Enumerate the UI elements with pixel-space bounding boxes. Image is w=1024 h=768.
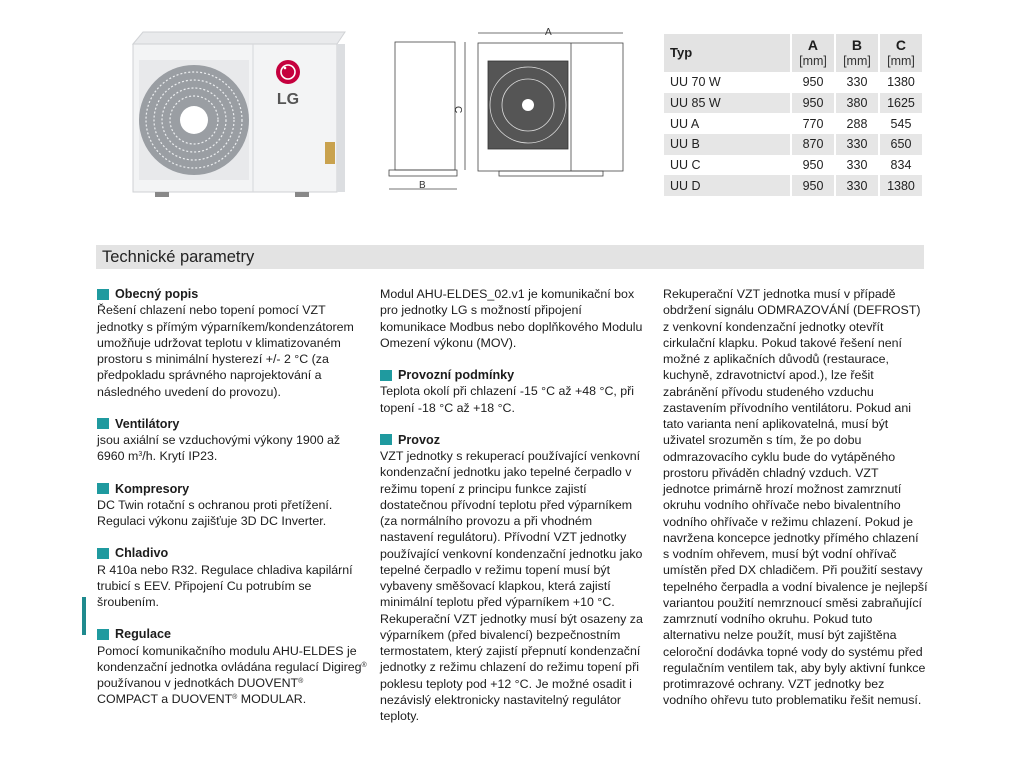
block-heading: Kompresory xyxy=(115,481,190,496)
column-2 xyxy=(380,286,648,740)
header-a: A [mm] xyxy=(790,34,834,72)
block-regulace xyxy=(97,626,367,707)
table-row: UU B 870 330 650 xyxy=(664,134,922,155)
bullet-square-icon xyxy=(97,418,109,429)
table-header xyxy=(664,34,922,72)
block-heading: Provoz xyxy=(398,432,440,447)
fan-grille xyxy=(139,65,249,175)
block-provozni-podminky xyxy=(380,367,648,416)
block-chladivo xyxy=(97,545,367,610)
block-text: Řešení chlazení nebo topení pomocí VZT jednotky s přímým výparníkem/kondenzátorem umožňuje udržovat teplotu v klimatizovaném prostoru s minimální hysterezí +/- 2 °C (za předpokladu správného naprojektování a následného uvedení do provozu). xyxy=(97,303,354,399)
header-type: Typ xyxy=(664,34,790,72)
section-header xyxy=(96,245,924,269)
header-b: B [mm] xyxy=(834,34,878,72)
dimension-table xyxy=(664,34,922,196)
bullet-square-icon xyxy=(97,548,109,559)
block-text: R 410a nebo R32. Regulace chladiva kapilární trubicí s EEV. Připojení Cu potrubím se šroubením. xyxy=(97,562,353,609)
svg-text:LG: LG xyxy=(276,91,300,108)
table-row: UU D 950 330 1380 xyxy=(664,175,922,196)
block-text: jsou axiální se vzduchovými výkony 1900 až 6960 $m^3/h$. Krytí IP23. xyxy=(97,433,341,464)
table-row: UU 85 W 950 380 1625 xyxy=(664,93,922,114)
block-heading: Obecný popis xyxy=(115,287,199,301)
block-text: Teplota okolí při chlazení -15 °C až +48 °C, při topení -18 °C až +18 °C. xyxy=(380,384,635,415)
lg-logo-icon xyxy=(276,60,300,84)
table-row: UU 70 W 950 330 1380 xyxy=(664,72,922,93)
page-edge-marker xyxy=(82,597,86,635)
block-heading: Regulace xyxy=(115,627,171,642)
block-intro xyxy=(380,286,648,351)
block-text: Modul AHU-ELDES_02.v1 je komunikační box pro jednotky LG s možností připojení komunikace Modbus nebo doplňkového Modulu Omezení výkonu (MOV). xyxy=(380,287,643,350)
block-heading: Provozní podmínky xyxy=(398,368,515,382)
block-text: DC Twin rotační s ochranou proti přetížení. Regulaci výkonu zajišťuje 3D DC Inverter. xyxy=(97,497,333,528)
bullet-square-icon xyxy=(380,434,392,445)
block-text: Pomocí komunikačního modulu AHU-ELDES je kondenzační jednotka ovládána regulací Digireg® používanou v jednotkách DUOVENT® COMPACT a DUOVENT® MODULAR. xyxy=(97,643,367,707)
block-ventilatory xyxy=(97,416,367,465)
bullet-square-icon xyxy=(97,629,109,640)
block-obecny-popis xyxy=(97,286,367,400)
dimension-drawing xyxy=(375,24,645,194)
header-c: C [mm] xyxy=(878,34,922,72)
block-text: VZT jednotky s rekuperací používající venkovní kondenzační jednotku jako tepelné čerpadlo v režimu topení z principu funkce zajistí dostatečnou přívodní teplotu před výparníkem (za normálního provozu a při vhodném nastavení regulátoru). Přívodní VZT jednotky používající venkovní kondenzační jednotku jako tepelné čerpadlo v režimu topení musí být vybaveny směšovací klapkou, která zajistí minimální teplotu před výparníkem +10 °C. Rekuperační VZT jednotky musí být osazeny za výparníkem (před bivalencí) bezpečnostním termostatem, který zajistí přepnutí kondenzační jednotky z režimu chlazení do režimu topení při poklesu teploty pod +12 °C. Je možné osadit i nezávislý elektronicky nastavitelný regulátor teploty. xyxy=(380,449,643,723)
block-provoz xyxy=(380,432,648,725)
svg-text:C: C xyxy=(452,106,463,114)
block-text: Rekuperační VZT jednotka musí v případě obdržení signálu ODMRAZOVÁNÍ (DEFROST) z venkovní kondenzační jednotky otevřít cirkulační klapku. Pokud takové řešení není možné z aplikačních důvodů (restaurace, kuchyně, zdravotnictví apod.), lze řešit zabránění přívodu studeného vzduchu zastavením přívodního ventilátoru. Pokud ani tato varianta není aplikovatelná, musí být uživatel srozuměn s tím, že po dobu odmrazovacího cyklu bude do vytápěného prostoru přiváděn chladný vzduch. VZT jednotce primárně hrozí možnost zamrznutí okruhu vodního ohřívače nebo bivalentního vodního ohřívače v režimu chlazení. Pokud je navržena koncepce jednotky přímého chlazení s vodním ohřevem, musí být vodní ohřívač umístěn před DX chladičem. Při použití sestavy tepelného čerpadla a vodní bivalence je nejlepší variantou použití nemrznoucí směsi zabraňující zamrznutí vodního okruhu. Pokud tuto alternativu nelze použít, musí být zajištěna celoroční dodávka topné vody do systému před regulačním ventilem tak, aby byly aktivní funkce protimrazové ochrany. VZT jednotky bez vodního ohřevu tuto problematiku řešit nemusí. xyxy=(663,287,928,708)
column-3 xyxy=(663,286,928,709)
block-heading: Ventilátory xyxy=(115,416,180,431)
product-photo xyxy=(125,22,350,200)
section-title: Technické parametry xyxy=(102,248,255,266)
block-heading: Chladivo xyxy=(115,546,169,561)
bullet-square-icon xyxy=(97,289,109,300)
table-row: UU A 770 288 545 xyxy=(664,113,922,134)
block-kompresory xyxy=(97,481,367,530)
bullet-square-icon xyxy=(97,483,109,494)
table-row: UU C 950 330 834 xyxy=(664,155,922,176)
column-1 xyxy=(97,286,367,724)
bullet-square-icon xyxy=(380,370,392,381)
svg-text:B: B xyxy=(419,180,426,191)
svg-text:A: A xyxy=(545,27,552,38)
